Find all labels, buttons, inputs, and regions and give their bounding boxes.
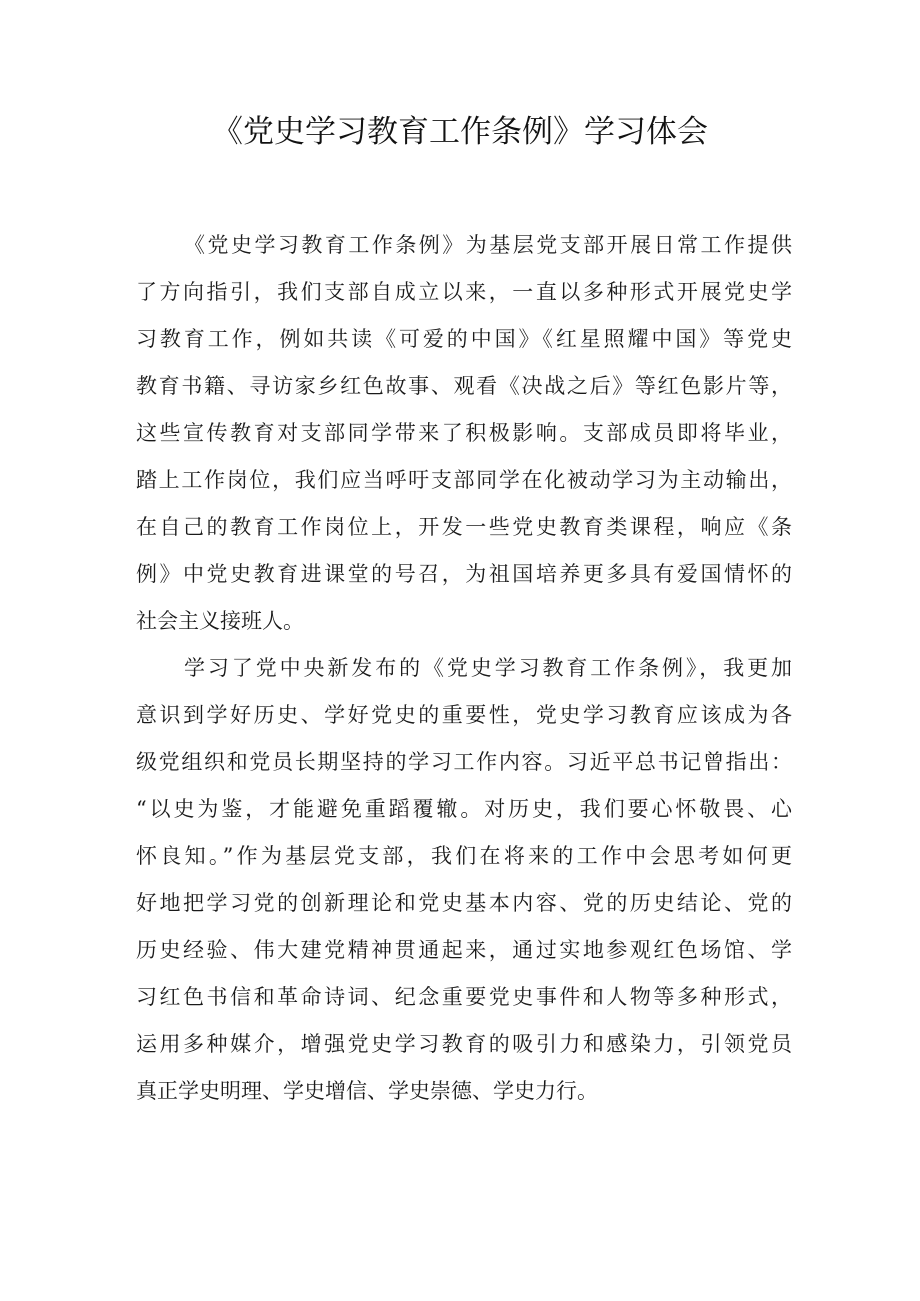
paragraph-line: 习教育工作，例如共读《可爱的中国》《红星照耀中国》等党史 — [136, 327, 792, 351]
paragraph-line: 在自己的教育工作岗位上，开发一些党史教育类课程，响应《条 — [136, 515, 792, 539]
paragraph-line: 这些宣传教育对支部同学带来了积极影响。支部成员即将毕业， — [136, 421, 792, 445]
document-title: 《党史学习教育工作条例》学习体会 — [212, 114, 708, 150]
paragraph-1 — [136, 222, 792, 645]
paragraph-line: 社会主义接班人。 — [136, 609, 304, 633]
paragraph-2 — [136, 645, 792, 1115]
paragraph-line: 《党史学习教育工作条例》为基层党支部开展日常工作提供 — [184, 233, 792, 257]
paragraph-line: 意识到学好历史、学好党史的重要性，党史学习教育应该成为各 — [136, 703, 792, 727]
paragraph-line: 踏上工作岗位，我们应当呼吁支部同学在化被动学习为主动输出， — [136, 468, 792, 492]
paragraph-line: 教育书籍、寻访家乡红色故事、观看《决战之后》等红色影片等， — [136, 374, 792, 398]
paragraph-line: 学习了党中央新发布的《党史学习教育工作条例》，我更加 — [184, 656, 792, 680]
paragraph-line: 例》中党史教育进课堂的号召，为祖国培养更多具有爱国情怀的 — [136, 562, 792, 586]
paragraph-line: 真正学史明理、学史增信、学史崇德、学史力行。 — [136, 1079, 598, 1103]
paragraph-line: 了方向指引，我们支部自成立以来，一直以多种形式开展党史学 — [136, 280, 792, 304]
paragraph-line: 好地把学习党的创新理论和党史基本内容、党的历史结论、党的 — [136, 891, 792, 915]
paragraph-line: “以史为鉴，才能避免重蹈覆辙。对历史，我们要心怀敬畏、心 — [136, 797, 792, 821]
document-body — [136, 222, 792, 1115]
paragraph-line: 级党组织和党员长期坚持的学习工作内容。习近平总书记曾指出： — [136, 750, 792, 774]
paragraph-line: 运用多种媒介，增强党史学习教育的吸引力和感染力，引领党员 — [136, 1032, 792, 1056]
paragraph-line: 怀良知。”作为基层党支部，我们在将来的工作中会思考如何更 — [136, 844, 792, 868]
paragraph-line: 历史经验、伟大建党精神贯通起来，通过实地参观红色场馆、学 — [136, 938, 792, 962]
paragraph-line: 习红色书信和革命诗词、纪念重要党史事件和人物等多种形式， — [136, 985, 792, 1009]
